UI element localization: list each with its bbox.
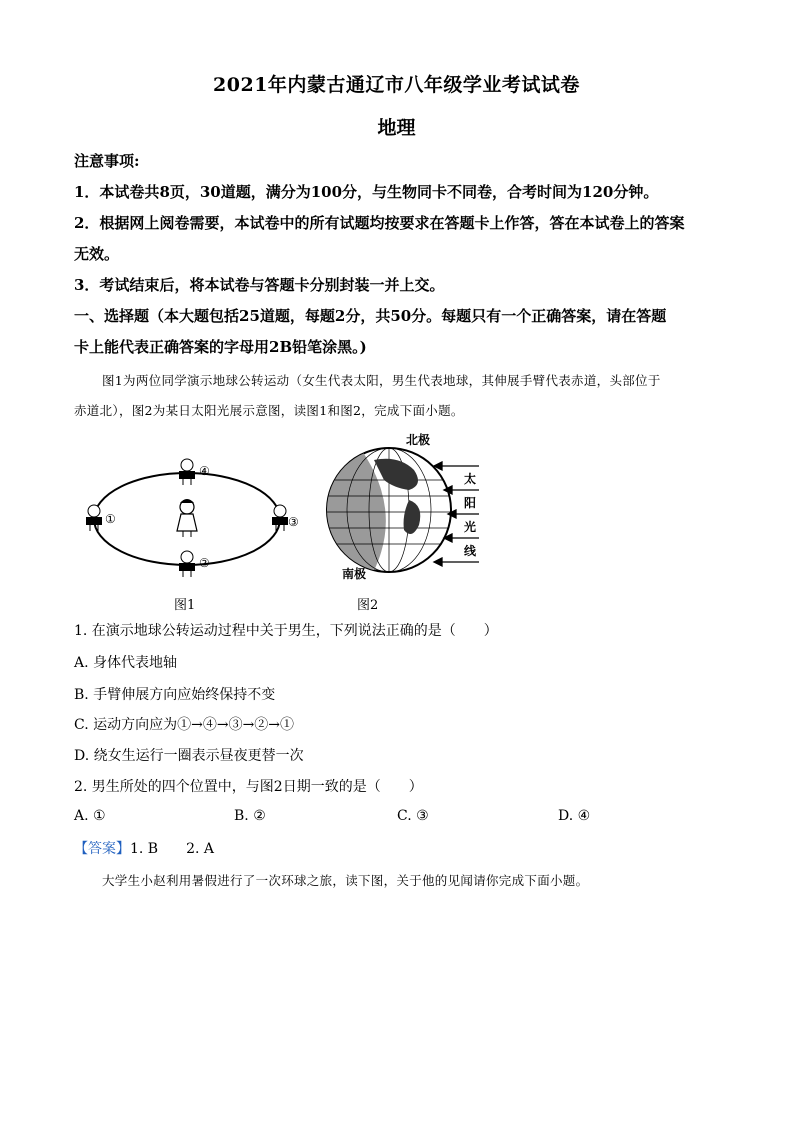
section-heading-line2: 卡上能代表正确答案的字母用2B铅笔涂黑。) <box>74 338 367 356</box>
notice-heading: 注意事项: <box>74 152 140 170</box>
position-label-2: ② <box>199 556 210 570</box>
question-2-option-b: B. ② <box>234 808 266 824</box>
question-1-option-c: C. 运动方向应为①→④→③→②→① <box>74 717 295 733</box>
girl-sun-figure <box>177 499 197 537</box>
question-2-option-d: D. ④ <box>558 808 591 824</box>
north-pole-label: 北极 <box>406 433 431 447</box>
question-1-option-d: D. 绕女生运行一圈表示昼夜更替一次 <box>74 748 304 764</box>
question-1-option-a: A. 身体代表地轴 <box>74 655 178 671</box>
intro1-line1: 图1为两位同学演示地球公转运动（女生代表太阳，男生代表地球，其伸展手臂代表赤道，头部位于 <box>102 373 661 388</box>
sunlight-label-char-4: 线 <box>464 544 477 558</box>
position-label-4: ④ <box>199 464 210 478</box>
answer-text: 1. B 2. A <box>130 841 215 857</box>
answer-tag: 【答案】 <box>74 841 130 857</box>
figure-2-globe-diagram <box>314 430 484 585</box>
sunlight-label-char-2: 阳 <box>464 496 477 510</box>
position-label-1: ① <box>105 512 116 526</box>
figure-1-orbit-diagram <box>74 455 304 590</box>
question-2-option-a: A. ① <box>74 808 106 824</box>
sunlight-label-char-3: 光 <box>464 520 477 534</box>
section-heading-line1: 一、选择题（本大题包括25道题，每题2分，共50分。每题只有一个正确答案，请在答题 <box>74 307 667 325</box>
position-label-3: ③ <box>288 515 299 529</box>
sunlight-label-char-1: 太 <box>464 472 477 486</box>
intro1-line2: 赤道北），图2为某日太阳光展示意图，读图1和图2，完成下面小题。 <box>74 403 464 418</box>
boy-position-1 <box>86 505 102 531</box>
intro2-text: 大学生小赵利用暑假进行了一次环球之旅，读下图，关于他的见闻请你完成下面小题。 <box>102 873 589 888</box>
south-pole-label: 南极 <box>342 567 367 581</box>
notice-item-3: 3．考试结束后，将本试卷与答题卡分别封装一并上交。 <box>74 276 445 294</box>
notice-item-2: 2．根据网上阅卷需要，本试卷中的所有试题均按要求在答题卡上作答，答在本试卷上的答案 <box>74 214 685 232</box>
notice-item-2-cont: 无效。 <box>74 245 120 263</box>
boy-position-3 <box>272 505 288 531</box>
question-1-option-b: B. 手臂伸展方向应始终保持不变 <box>74 687 276 703</box>
answer-line <box>74 838 733 858</box>
exam-title: 2021年内蒙古通辽市八年级学业考试试卷 <box>213 74 580 96</box>
question-2-stem: 2. 男生所处的四个位置中，与图2日期一致的是（ ） <box>74 779 423 795</box>
notice-item-1: 1．本试卷共8页，30道题，满分为100分，与生物同卡不同卷，合考时间为120分钟。 <box>74 183 659 201</box>
subject-heading: 地理 <box>377 117 416 139</box>
question-1-stem: 1. 在演示地球公转运动过程中关于男生，下列说法正确的是（ ） <box>74 623 498 639</box>
question-2-option-c: C. ③ <box>397 808 429 824</box>
figure-1-caption: 图1 <box>174 598 196 613</box>
figure-2-caption: 图2 <box>357 598 379 613</box>
boy-position-4 <box>179 459 195 485</box>
boy-position-2 <box>179 551 195 577</box>
